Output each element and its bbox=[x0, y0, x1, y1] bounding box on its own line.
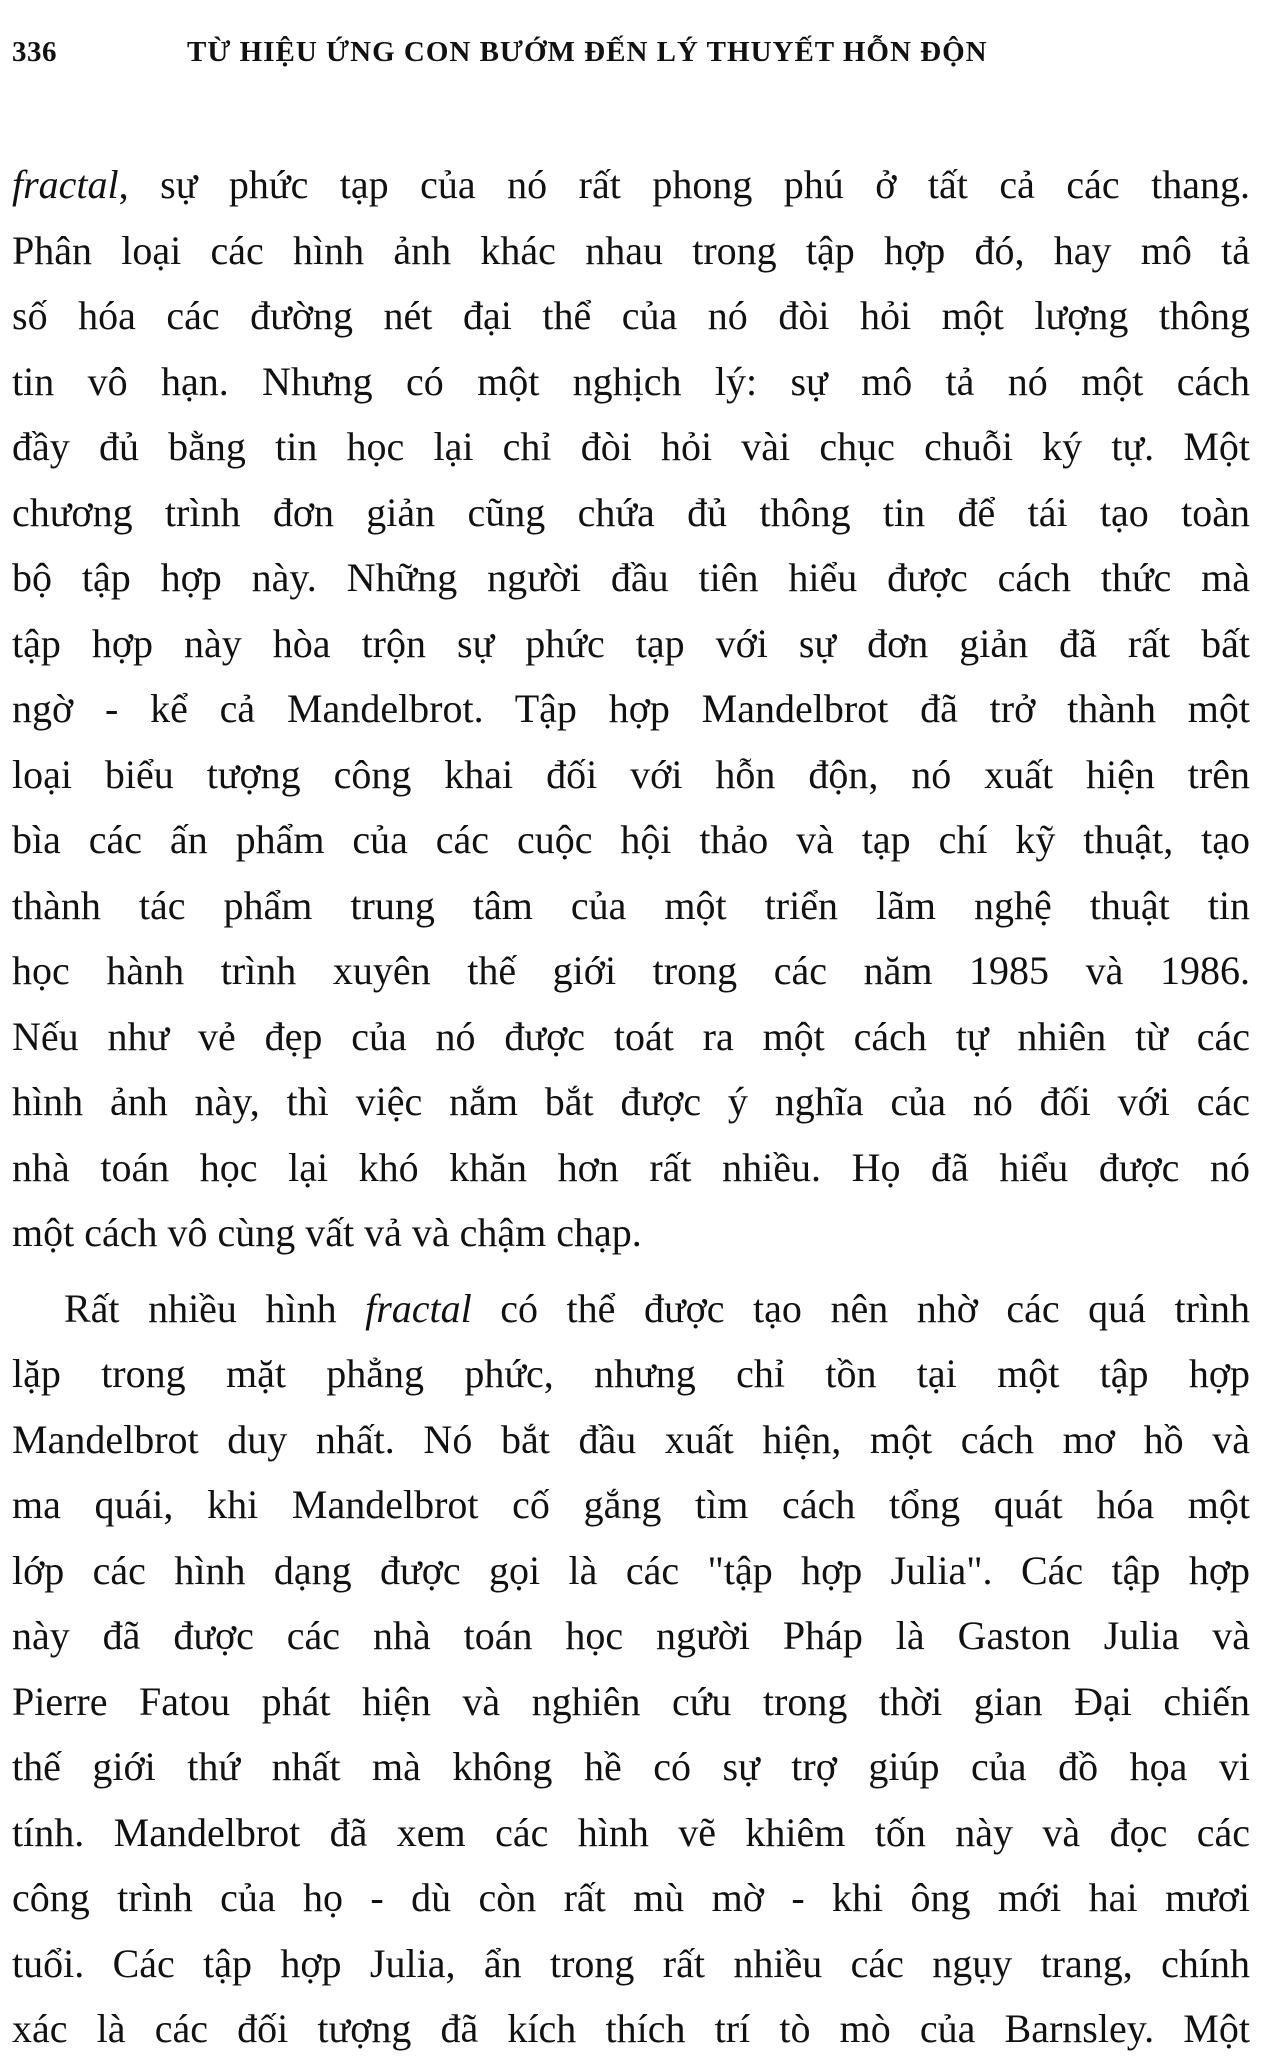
text-line: Nếu như vẻ đẹp của nó được toát ra một cách tự nhiên từ các bbox=[12, 1013, 1250, 1059]
text-line: công trình của họ - dù còn rất mù mờ - khi ông mới hai mươi bbox=[12, 1875, 1250, 1920]
text-line: loại biểu tượng công khai đối với hỗn độn, nó xuất hiện trên bbox=[12, 751, 1250, 797]
text-line: Rất nhiều hình fractal có thể được tạo nên nhờ các quá trình bbox=[64, 1285, 1250, 1331]
page-number: 336 bbox=[12, 36, 57, 68]
text-line: này đã được các nhà toán học người Pháp là Gaston Julia và bbox=[12, 1613, 1250, 1658]
text-line: tính. Mandelbrot đã xem các hình vẽ khiêm tốn này và đọc các bbox=[12, 1809, 1250, 1855]
text-line: fractal, sự phức tạp của nó rất phong phú ở tất cả các thang. bbox=[12, 162, 1250, 207]
text-line: nhà toán học lại khó khăn hơn rất nhiều. Họ đã hiểu được nó bbox=[12, 1144, 1250, 1190]
paragraph-2 bbox=[12, 1276, 1250, 2062]
text-line: hình ảnh này, thì việc nắm bắt được ý nghĩa của nó đối với các bbox=[12, 1079, 1250, 1124]
text-line: lặp trong mặt phẳng phức, nhưng chỉ tồn tại một tập hợp bbox=[12, 1351, 1250, 1396]
text-line: ma quái, khi Mandelbrot cố gắng tìm cách tổng quát hóa một bbox=[12, 1482, 1250, 1527]
text-line: đầy đủ bằng tin học lại chỉ đòi hỏi vài chục chuỗi ký tự. Một bbox=[12, 424, 1250, 469]
text-line: một cách vô cùng vất vả và chậm chạp. bbox=[12, 1210, 642, 1255]
text-line: thành tác phẩm trung tâm của một triển lãm nghệ thuật tin bbox=[12, 882, 1250, 928]
text-line: học hành trình xuyên thế giới trong các năm 1985 và 1986. bbox=[12, 948, 1250, 993]
text-line: số hóa các đường nét đại thể của nó đòi hỏi một lượng thông bbox=[12, 293, 1250, 338]
running-header bbox=[12, 28, 1250, 76]
text-line: xác là các đối tượng đã kích thích trí tò mò của Barnsley. Một bbox=[12, 2006, 1250, 2051]
text-line: Mandelbrot duy nhất. Nó bắt đầu xuất hiện, một cách mơ hồ và bbox=[12, 1416, 1250, 1462]
running-title: TỪ HIỆU ỨNG CON BƯỚM ĐẾN LÝ THUYẾT HỖN ĐỘN bbox=[187, 36, 988, 68]
text-line: chương trình đơn giản cũng chứa đủ thông tin để tái tạo toàn bbox=[12, 489, 1250, 535]
text-line: tin vô hạn. Nhưng có một nghịch lý: sự mô tả nó một cách bbox=[12, 358, 1250, 404]
text-line: thế giới thứ nhất mà không hề có sự trợ giúp của đồ họa vi bbox=[12, 1744, 1250, 1789]
text-line: Phân loại các hình ảnh khác nhau trong tập hợp đó, hay mô tả bbox=[12, 227, 1250, 273]
paragraph-1 bbox=[12, 152, 1250, 1266]
text-line: bìa các ấn phẩm của các cuộc hội thảo và tạp chí kỹ thuật, tạo bbox=[12, 817, 1250, 862]
body-text bbox=[12, 152, 1250, 2062]
text-line: bộ tập hợp này. Những người đầu tiên hiểu được cách thức mà bbox=[12, 555, 1250, 600]
text-line: lớp các hình dạng được gọi là các "tập hợp Julia". Các tập hợp bbox=[12, 1547, 1250, 1593]
paragraph-gap bbox=[12, 1266, 1250, 1276]
text-line: tuổi. Các tập hợp Julia, ẩn trong rất nhiều các ngụy trang, chính bbox=[12, 1940, 1250, 1986]
text-line: ngờ - kể cả Mandelbrot. Tập hợp Mandelbrot đã trở thành một bbox=[12, 686, 1250, 731]
text-line: Pierre Fatou phát hiện và nghiên cứu trong thời gian Đại chiến bbox=[12, 1678, 1250, 1724]
text-line: tập hợp này hòa trộn sự phức tạp với sự đơn giản đã rất bất bbox=[12, 620, 1250, 666]
